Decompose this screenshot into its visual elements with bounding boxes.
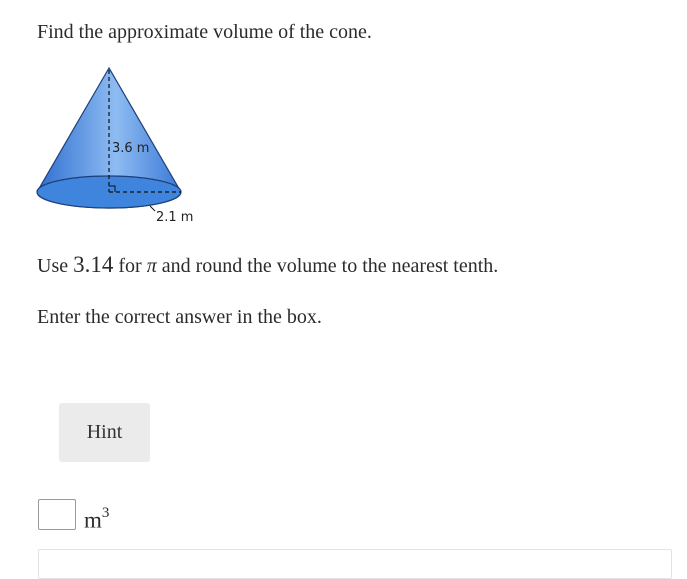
unit-exponent: 3 <box>101 505 110 521</box>
feedback-area <box>38 549 672 579</box>
cone-figure <box>30 62 200 232</box>
height-label: 3.6 m <box>112 141 150 156</box>
pi-symbol: π <box>146 255 157 277</box>
instruction-text <box>37 253 498 278</box>
unit-label <box>84 501 109 535</box>
radius-leader <box>150 206 155 211</box>
hint-button[interactable]: Hint <box>59 403 150 462</box>
radius-label: 2.1 m <box>156 210 194 225</box>
enter-instruction: Enter the correct answer in the box. <box>37 306 322 328</box>
instruction-prefix: Use <box>37 255 74 277</box>
instruction-suffix: and round the volume to the nearest tenth. <box>156 255 499 277</box>
answer-input[interactable] <box>38 499 76 530</box>
question-text: Find the approximate volume of the cone. <box>37 21 372 43</box>
pi-value: 3.14 <box>73 252 114 277</box>
instruction-middle: for <box>113 255 147 277</box>
unit-base: m <box>84 507 102 533</box>
